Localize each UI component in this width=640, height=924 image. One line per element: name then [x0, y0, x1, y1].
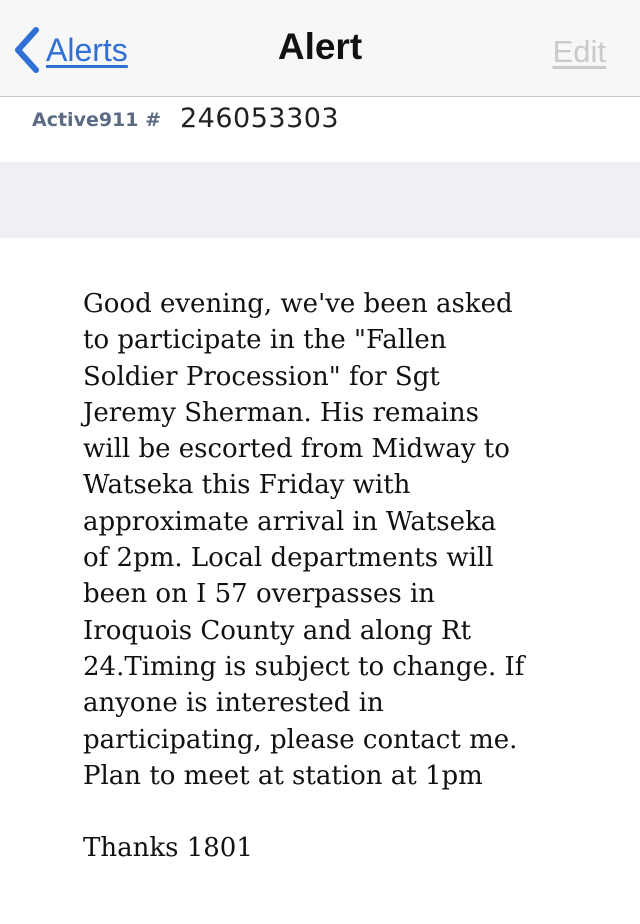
page-title: Alert [277, 26, 363, 67]
edit-button[interactable]: Edit [552, 34, 606, 69]
alert-id-row [0, 97, 640, 161]
back-button-label: Alerts [46, 32, 128, 68]
section-divider [0, 162, 640, 238]
navigation-bar [0, 0, 640, 97]
alert-id-value: 246053303 [180, 103, 340, 134]
alert-message: Good evening, we've been asked to participate in the "Fallen Soldier Procession" for Sgt Jeremy Sherman. His remains will be escorted from Midway to Watseka this Friday with approximate arrival in Watseka of 2pm. Local departments will been on I 57 overpasses in Iroquois County and along Rt 24.Timing is subject to change. If anyone is interested in participating, please contact me. Plan to meet at station at 1pm Thanks 1801 [83, 289, 525, 864]
alert-id-label: Active911 # [32, 109, 162, 131]
